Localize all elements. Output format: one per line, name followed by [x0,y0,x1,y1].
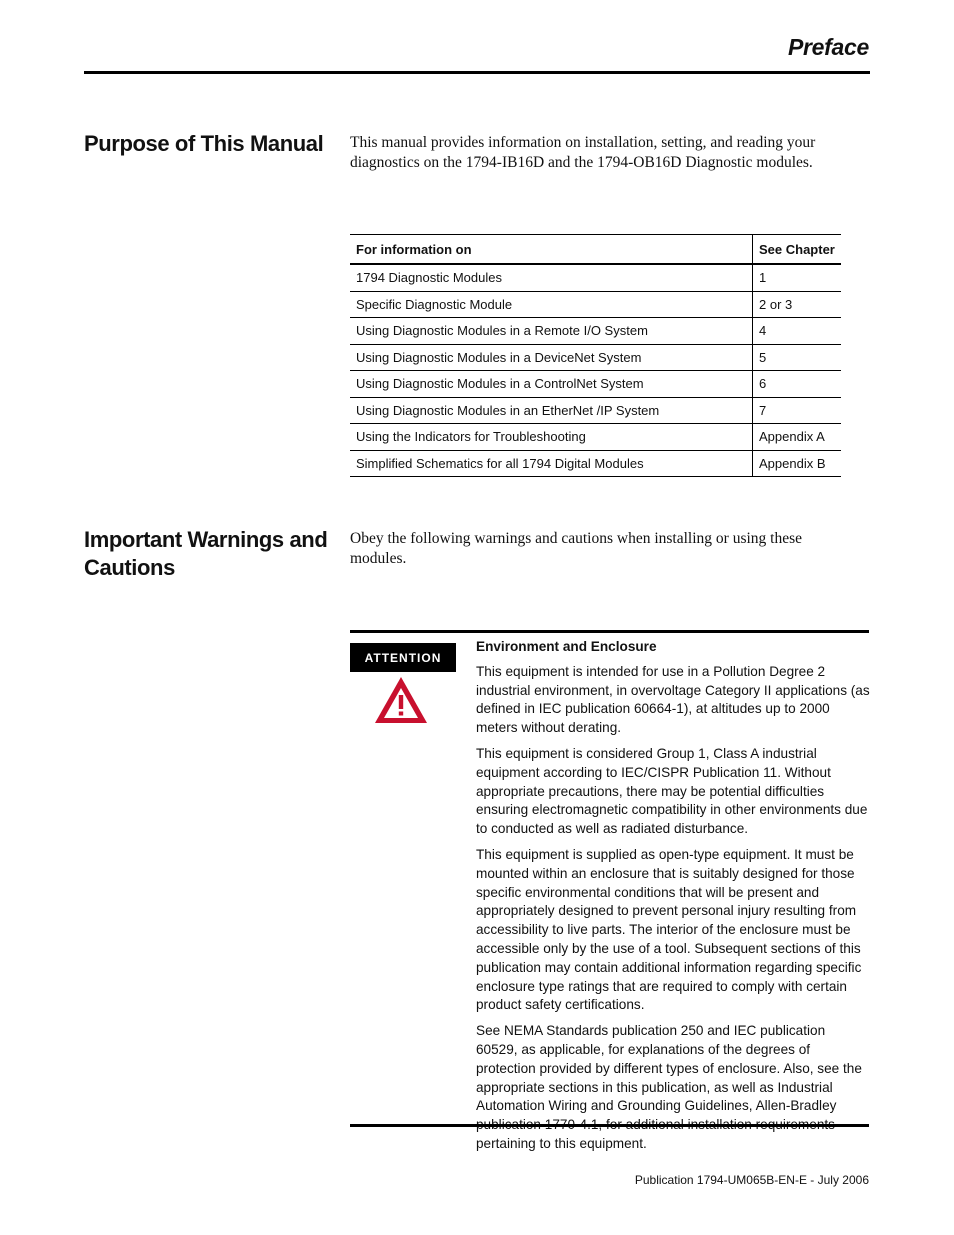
table-cell-chapter: 2 or 3 [753,291,842,318]
page-title: Preface [787,34,869,60]
table-cell-topic: Using Diagnostic Modules in a ControlNet System [350,371,753,398]
table-cell-chapter: 5 [753,344,842,371]
table-cell-chapter: 1 [753,264,842,291]
table-header-topic: For information on [350,235,753,265]
attention-top-divider [350,630,869,633]
table-row [350,291,841,318]
table-cell-chapter: 6 [753,371,842,398]
table-row [350,318,841,345]
warnings-text: Obey the following warnings and cautions when installing or using these modules. [350,530,803,567]
table-row [350,450,841,477]
warning-triangle-icon [373,675,429,725]
attention-bottom-divider [350,1124,869,1127]
table-cell-topic: Using Diagnostic Modules in a Remote I/O System [350,318,753,345]
attention-paragraph: This equipment is intended for use in a Pollution Degree 2 industrial environment, in overvoltage Category II applications (as defined in IEC publication 60664-1), at altitudes up to 2000 meters without derating. [476,663,870,736]
attention-paragraph: See NEMA Standards publication 250 and IEC publication 60529, as applicable, for explanations of the degrees of protection provided by different types of enclosure. Also, see the appropriate sections in this publication, as well as Industrial Automation Wiring and Grounding Guidelines, Allen-Bradley pertaining to this equipment. [476,1023,862,1151]
table-cell-chapter: 4 [753,318,842,345]
warnings-heading-line1: Important Warnings and [84,527,328,552]
table-cell-chapter: 7 [753,397,842,424]
table-row [350,424,841,451]
table-row [350,397,841,424]
attention-badge: ATTENTION [350,643,456,672]
table-cell-chapter: Appendix A [753,424,842,451]
table-cell-topic: 1794 Diagnostic Modules [350,264,753,291]
table-cell-topic: Using Diagnostic Modules in a DeviceNet System [350,344,753,371]
attention-heading: Environment and Enclosure [476,639,657,654]
publication-footer: Publication 1794-UM065B-EN-E - July 2006 [634,1173,869,1187]
table-cell-topic: Using the Indicators for Troubleshooting [350,424,753,451]
purpose-text: This manual provides information on installation, setting, and reading your diagnostics on the 1794-IB16D and the 1794-OB16D Diagnostic modules. [350,134,816,171]
table-cell-topic: Simplified Schematics for all 1794 Digital Modules [350,450,753,477]
table-cell-chapter: Appendix B [753,450,842,477]
table-header-chapter: See Chapter [753,235,842,265]
header-divider [84,71,870,74]
warnings-heading [84,526,327,582]
table-header-row [350,235,841,265]
table-row [350,344,841,371]
table-cell-topic: Specific Diagnostic Module [350,291,753,318]
chapter-table [350,234,841,477]
warnings-heading-line2: Cautions [84,555,175,580]
attention-paragraph: This equipment is supplied as open-type equipment. It must be mounted within an enclosure that is suitably designed for those specific environmental conditions that will be present and appropriately designed to prevent personal injury resulting from accessibility to live parts. The interior of the enclosure must be accessible only by the use of a tool. Subsequent sections of this publication may contain additional information regarding specific enclosure type ratings that are required to comply with certain product safety certifications. [476,846,862,1013]
table-row [350,264,841,291]
purpose-heading: Purpose of This Manual [84,131,324,156]
table-cell-topic: Using Diagnostic Modules in an EtherNet /IP System [350,397,753,424]
attention-content [476,638,870,1161]
attention-paragraph: This equipment is considered Group 1, Class A industrial equipment according to IEC/CISPR Publication 11. Without appropriate precautions, there may be potential difficulties ensuring electromagnetic compatibility in other environments due to conducted as well as radiated disturbance. [476,745,868,837]
table-row [350,371,841,398]
